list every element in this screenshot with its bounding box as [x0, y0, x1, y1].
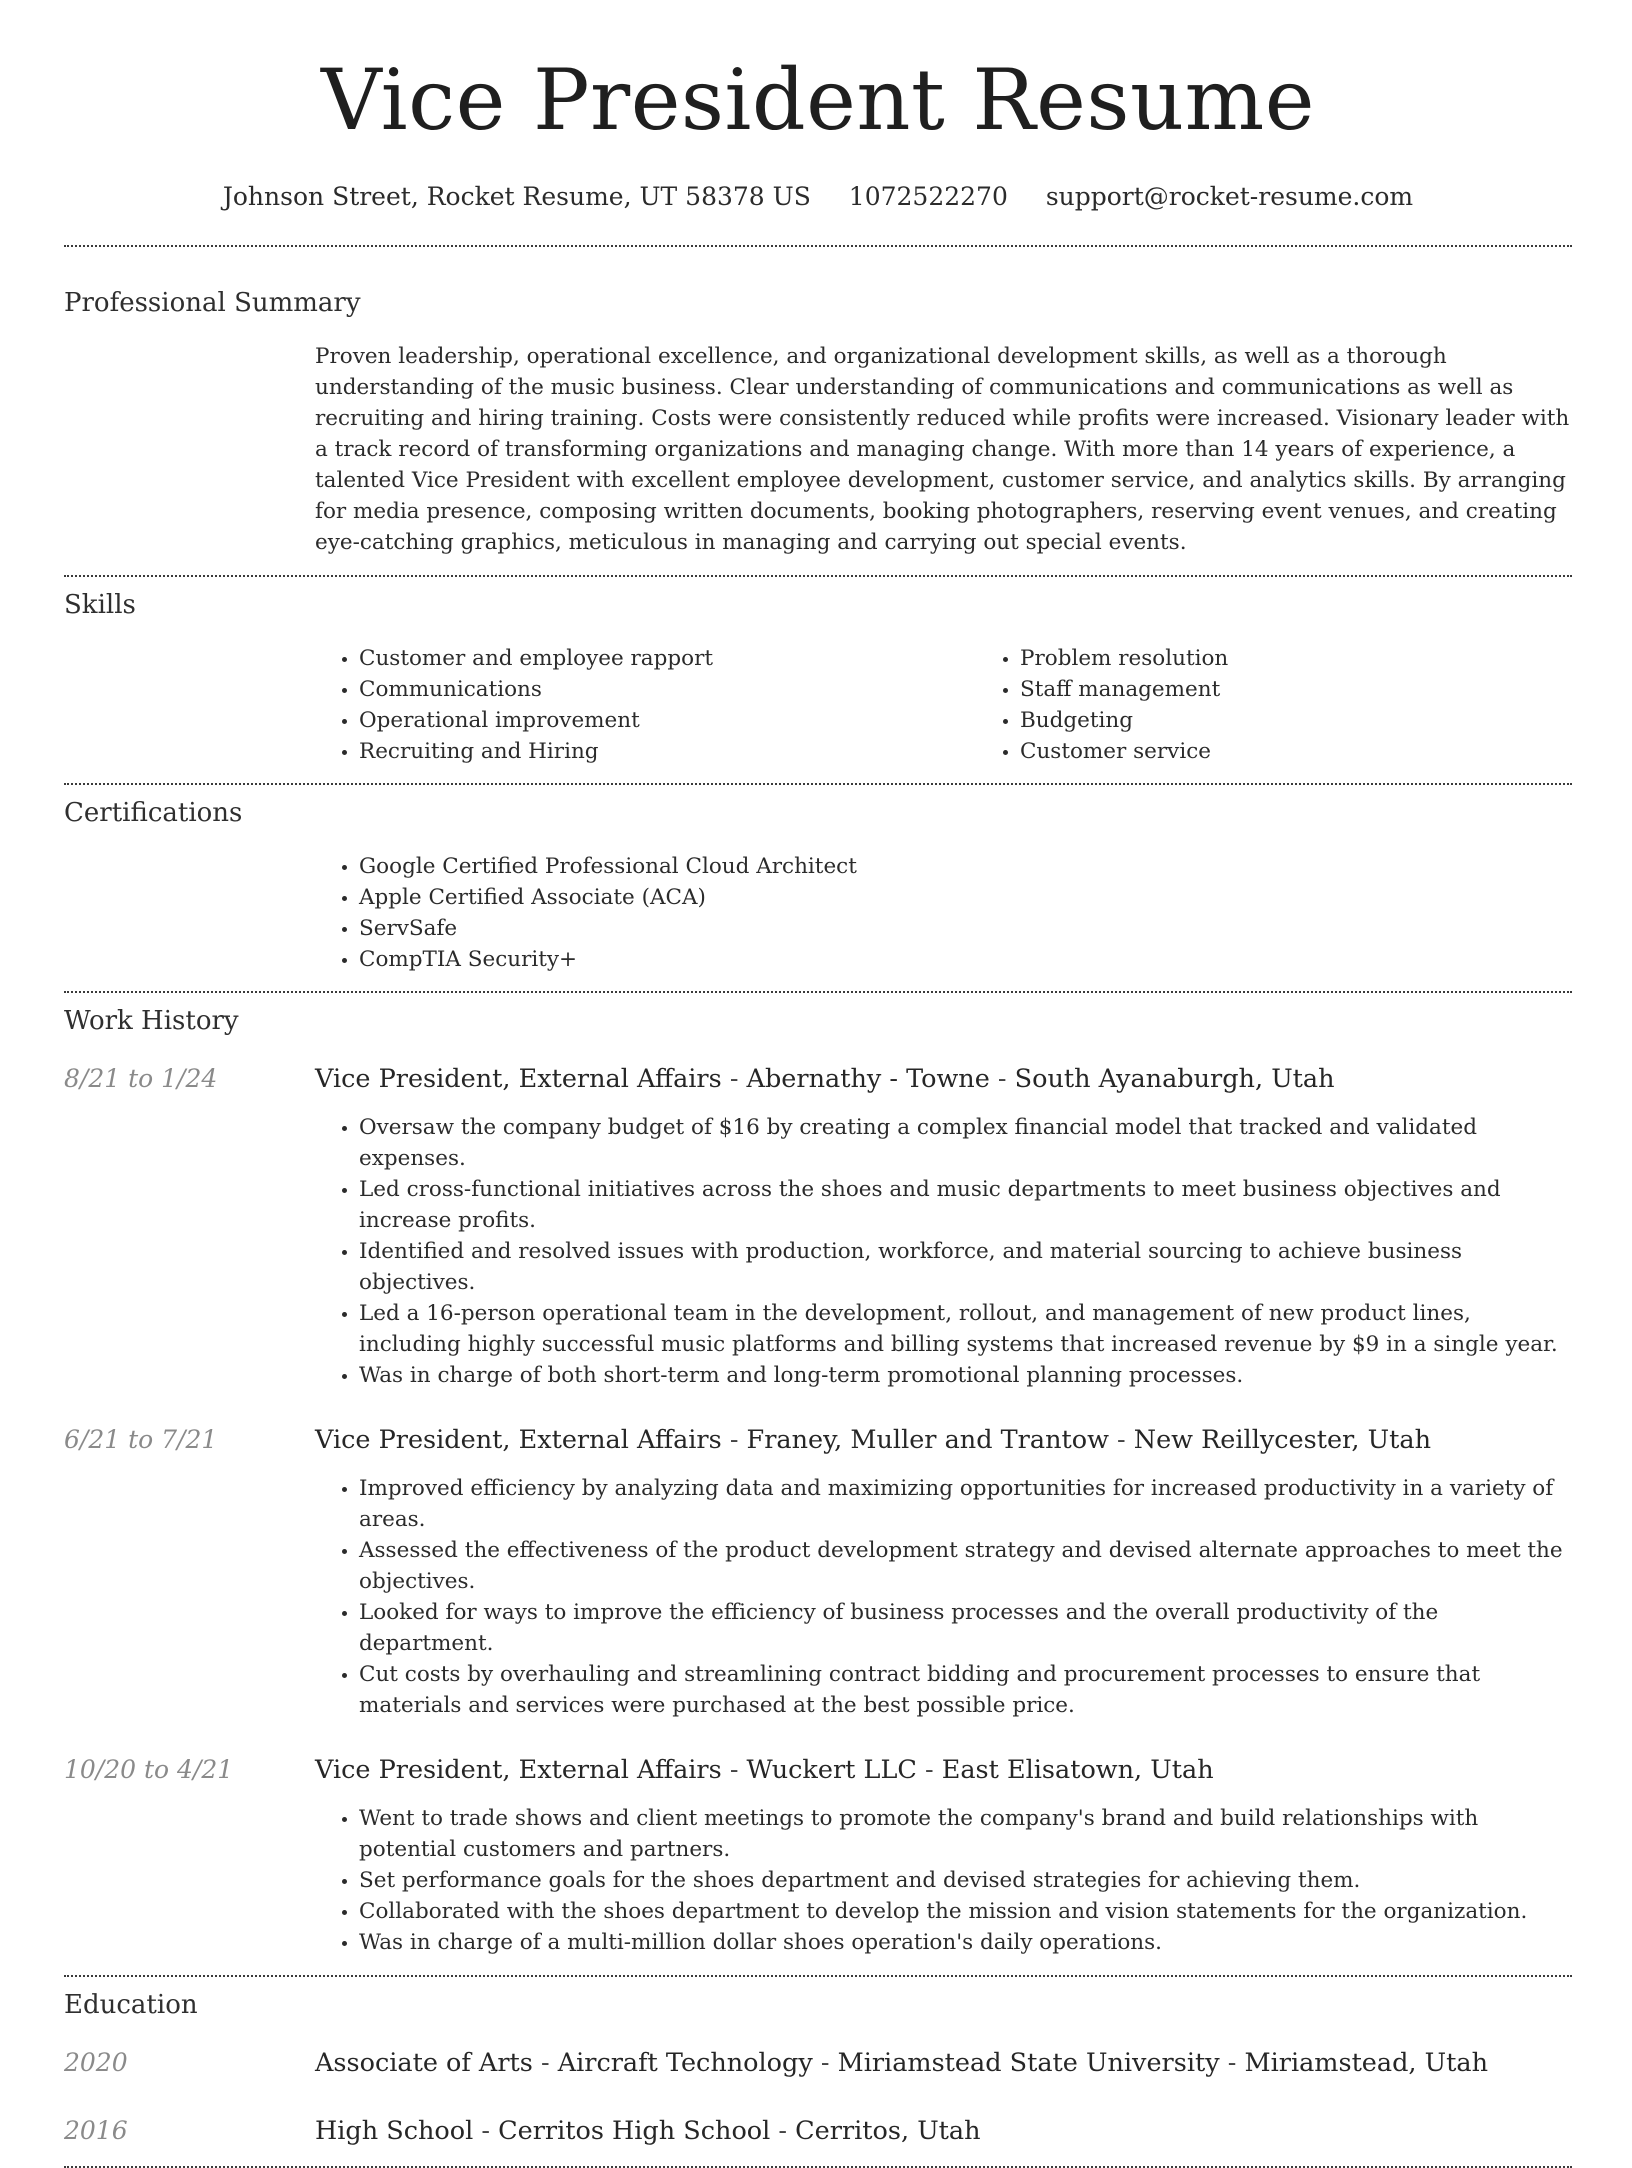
contact-line [64, 182, 1572, 211]
education-section [64, 1977, 1572, 2147]
education-heading-line: High School - Cerritos High School - Cerritos, Utah [315, 2116, 981, 2146]
job-title: Vice President, External Affairs [315, 1064, 722, 1094]
job-bullets [315, 1803, 1572, 1958]
job-dates: 10/20 to 4/21 [64, 1755, 234, 1784]
job-bullet: • Assessed the effectiveness of the product development strategy and devised alternate approaches to meet the objectives. [359, 1535, 1572, 1597]
job-bullet: • Cut costs by overhauling and streamlining contract bidding and procurement processes to ensure that materials and services were purchased at the best possible price. [359, 1659, 1572, 1721]
certification-item: • Apple Certified Associate (ACA) [359, 882, 1572, 913]
education-heading: Education [64, 1990, 198, 2020]
job-heading: Vice President, External Affairs - Abernathy - Towne - South Ayanaburgh, Utah [315, 1064, 1335, 1094]
summary-heading: Professional Summary [64, 288, 361, 318]
education-degree: Associate of Arts [315, 2048, 533, 2078]
skills-column-2 [976, 643, 1632, 767]
job-bullet: • Looked for ways to improve the efficiency of business processes and the overall productivity of the department. [359, 1597, 1572, 1659]
skill-item: • Recruiting and Hiring [359, 736, 976, 767]
education-school: Miriamstead State University [837, 2048, 1220, 2078]
job-bullet: • Collaborated with the shoes department to develop the mission and vision statements for the organization. [359, 1896, 1572, 1927]
certifications-heading: Certifications [64, 798, 243, 828]
resume-title: Vice President Resume [321, 51, 1315, 149]
job-company: Wuckert LLC [746, 1755, 917, 1785]
education-entry [64, 2115, 1572, 2147]
job-company: Abernathy - Towne [746, 1064, 990, 1094]
certifications-section [64, 785, 1572, 975]
certification-item: • CompTIA Security+ [359, 944, 1572, 975]
job-location: East Elisatown, Utah [941, 1755, 1214, 1785]
job-bullet: • Was in charge of both short-term and long-term promotional planning processes. [359, 1360, 1572, 1391]
work-history-section [64, 993, 1572, 1958]
job-company: Franey, Muller and Trantow [746, 1425, 1109, 1455]
job-dates: 6/21 to 7/21 [64, 1425, 218, 1454]
skill-item: • Staff management [1020, 674, 1632, 705]
job-bullets [315, 1112, 1572, 1391]
summary-text: Proven leadership, operational excellence, and organizational development skills, as well as a thorough understanding of the music business. Clear understanding of communications and communications as well as recruiting and hiring training. Costs were consistently reduced while profits were increased. Visionary leader with a track record of transforming organizations and managing change. With more than 14 years of experience, a talented Vice President with excellent employee development, customer service, and analytics skills. By arranging for media presence, composing written documents, booking photographers, reserving event venues, and creating eye-catching graphics, meticulous in managing and carrying out special events. [315, 344, 1570, 555]
work-history-heading: Work History [64, 1006, 239, 1036]
job-title: Vice President, External Affairs [315, 1755, 722, 1785]
job-entry [64, 1754, 1572, 1958]
summary-section [64, 247, 1572, 558]
job-bullet: • Oversaw the company budget of $16 by creating a complex financial model that tracked and validated expenses. [359, 1112, 1572, 1174]
education-entry [64, 2047, 1572, 2079]
skills-column-1 [315, 643, 976, 767]
job-title: Vice President, External Affairs [315, 1425, 722, 1455]
skills-section [64, 577, 1572, 767]
certification-item: • ServSafe [359, 913, 1572, 944]
education-field: Aircraft Technology [557, 2048, 813, 2078]
job-entry [64, 1424, 1572, 1721]
skill-item: • Operational improvement [359, 705, 976, 736]
job-bullet: • Led a 16-person operational team in the development, rollout, and management of new product lines, including highly successful music platforms and billing systems that increased revenue by $9 in a single year. [359, 1298, 1572, 1360]
job-bullet: • Was in charge of a multi-million dollar shoes operation's daily operations. [359, 1927, 1572, 1958]
skill-item: • Budgeting [1020, 705, 1632, 736]
education-degree: High School [315, 2116, 474, 2146]
job-bullet: • Identified and resolved issues with production, workforce, and material sourcing to achieve business objectives. [359, 1236, 1572, 1298]
job-location: South Ayanaburgh, Utah [1014, 1064, 1335, 1094]
job-bullet: • Led cross-functional initiatives across the shoes and music departments to meet business objectives and increase profits. [359, 1174, 1572, 1236]
job-location: New Reillycester, Utah [1133, 1425, 1432, 1455]
certification-item: • Google Certified Professional Cloud Architect [359, 851, 1572, 882]
skill-item: • Communications [359, 674, 976, 705]
job-bullet: • Went to trade shows and client meetings to promote the company's brand and build relationships with potential customers and partners. [359, 1803, 1572, 1865]
job-heading: Vice President, External Affairs - Franey, Muller and Trantow - New Reillycester, Utah [315, 1425, 1432, 1455]
contact-address: Johnson Street, Rocket Resume, UT 58378 US [222, 182, 811, 211]
education-school: Cerritos High School [498, 2116, 771, 2146]
job-bullet: • Improved efficiency by analyzing data and maximizing opportunities for increased productivity in a variety of areas. [359, 1473, 1572, 1535]
education-year: 2020 [64, 2048, 128, 2077]
education-location: Miriamstead, Utah [1244, 2048, 1489, 2078]
resume-page [64, 0, 1572, 2168]
job-entry [64, 1063, 1572, 1391]
education-location: Cerritos, Utah [795, 2116, 981, 2146]
education-year: 2016 [64, 2116, 128, 2145]
skills-heading: Skills [64, 590, 136, 620]
job-heading: Vice President, External Affairs - Wuckert LLC - East Elisatown, Utah [315, 1755, 1214, 1785]
job-bullets [315, 1473, 1572, 1721]
contact-email: support@rocket-resume.com [1045, 182, 1414, 211]
certifications-list [315, 851, 1572, 975]
skill-item: • Customer and employee rapport [359, 643, 976, 674]
skill-item: • Customer service [1020, 736, 1632, 767]
education-heading-line: Associate of Arts - Aircraft Technology - Miriamstead State University - Miriamstead, Utah [315, 2048, 1489, 2078]
skills-list [315, 643, 1632, 767]
skill-item: • Problem resolution [1020, 643, 1632, 674]
contact-phone: 1072522270 [848, 182, 1008, 211]
job-dates: 8/21 to 1/24 [64, 1064, 218, 1093]
job-bullet: • Set performance goals for the shoes department and devised strategies for achieving them. [359, 1865, 1572, 1896]
